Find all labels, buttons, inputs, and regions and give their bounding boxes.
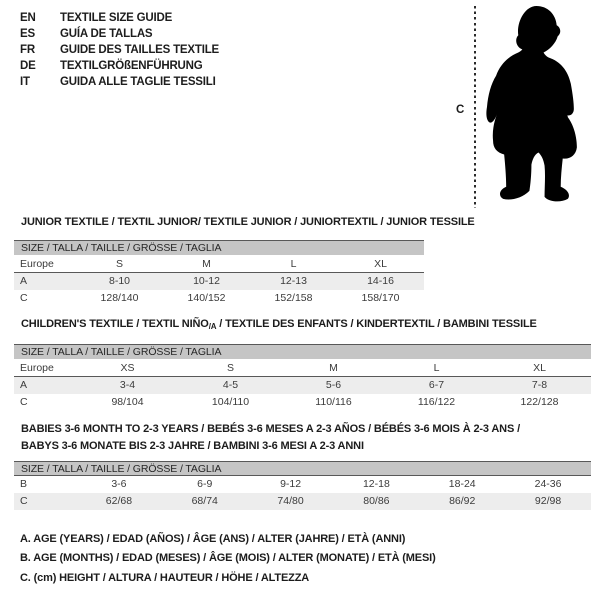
title-subscript: /A [208,322,217,331]
footnote-c: C. (cm) HEIGHT / ALTURA / HAUTEUR / HÖHE / ALTEZZA [20,571,310,584]
junior-row-age [14,273,424,290]
height-measure-dashed-line [474,6,476,208]
table-cell: 74/80 [277,495,304,507]
footnote-b: B. AGE (MONTHS) / EDAD (MESES) / ÂGE (MOIS) / ALTER (MONATE) / ETÀ (MESI) [20,552,436,565]
table-cell: 62/68 [105,495,133,507]
table-cell: 7-8 [531,379,548,391]
table-cell: 10-12 [193,275,220,287]
column-header: S [226,362,234,374]
table-cell: 6-7 [428,379,445,391]
junior-table [14,240,424,307]
column-header: S [115,258,123,270]
table-cell: 68/74 [191,495,218,507]
title-part: / TEXTILE DES ENFANTS / KINDERTEXTIL / BAMBINI TESSILE [216,318,537,330]
lang-code: FR [20,44,35,56]
children-row-height [14,394,591,411]
table-cell: 122/128 [520,396,559,408]
children-section-title [21,318,537,331]
lang-code: EN [20,12,36,24]
lang-row-en [20,10,219,26]
lang-row-fr [20,42,219,58]
column-header: L [290,258,297,270]
table-cell: 9-12 [280,478,302,490]
table-cell: 12-18 [362,478,390,490]
table-cell: 98/104 [111,396,144,408]
row-label: B [20,478,28,490]
babies-row-age [14,476,591,493]
table-cell: 110/116 [315,396,352,408]
lang-code: DE [20,60,36,72]
table-cell: 116/122 [417,396,456,408]
column-header: XL [374,258,387,270]
table-cell: 152/158 [274,292,313,304]
table-cell: 3-6 [111,478,127,490]
column-header: L [433,362,440,374]
column-header: M [202,258,211,270]
table-cell: 80/86 [363,495,390,507]
column-header: XL [533,362,546,374]
column-header: XS [120,362,135,374]
table-cell: 14-16 [367,275,394,287]
table-cell: 3-4 [119,379,136,391]
table-cell: 92/98 [534,495,562,507]
children-columns-row [14,359,591,377]
lang-label: GUÍA DE TALLAS [60,28,153,40]
children-row-age [14,377,591,394]
footnotes [20,530,436,588]
table-cell: 6-9 [197,478,213,490]
column-header: Europe [20,258,54,270]
toddler-silhouette-icon [483,4,595,206]
column-header: Europe [20,362,54,374]
table-cell: 4-5 [222,379,239,391]
lang-label: GUIDA ALLE TAGLIE TESSILI [60,76,216,88]
row-label: A [20,379,28,391]
row-label: A [20,275,28,287]
table-cell: 12-13 [280,275,307,287]
table-cell: 86/92 [449,495,476,507]
lang-row-de [20,58,219,74]
junior-section-title: JUNIOR TEXTILE / TEXTIL JUNIOR/ TEXTILE JUNIOR / JUNIORTEXTIL / JUNIOR TESSILE [21,216,475,228]
children-table [14,344,591,411]
table-cell: 24-36 [534,478,562,490]
table-cell: 5-6 [325,379,342,391]
table-cell: 128/140 [100,292,139,304]
babies-row-height [14,493,591,510]
babies-table-size-header: SIZE / TALLA / TAILLE / GRÖSSE / TAGLIA [14,462,591,476]
language-list [20,10,219,90]
junior-table-size-header: SIZE / TALLA / TAILLE / GRÖSSE / TAGLIA [14,241,424,255]
babies-table [14,461,591,510]
title-part: CHILDREN'S TEXTILE / TEXTIL NIÑO [21,318,209,330]
table-cell: 18-24 [448,478,476,490]
lang-row-it [20,74,219,90]
row-label: C [20,292,28,304]
junior-columns-row [14,255,424,273]
table-cell: 158/170 [361,292,400,304]
babies-section-title-line2: BABYS 3-6 MONATE BIS 2-3 JAHRE / BAMBINI 3-6 MESI A 2-3 ANNI [21,440,364,452]
lang-code: IT [20,76,30,88]
lang-row-es [20,26,219,42]
lang-label: GUIDE DES TAILLES TEXTILE [60,44,219,56]
height-measure-label: C [456,104,465,116]
figure-area [452,4,598,214]
lang-label: TEXTILGRÖßENFÜHRUNG [60,60,203,72]
lang-code: ES [20,28,35,40]
table-cell: 104/110 [211,396,250,408]
junior-row-height [14,290,424,307]
column-header: M [329,362,338,374]
lang-label: TEXTILE SIZE GUIDE [60,12,173,24]
table-cell: 8-10 [108,275,130,287]
row-label: C [20,495,28,507]
footnote-a: A. AGE (YEARS) / EDAD (AÑOS) / ÂGE (ANS) / ALTER (JAHRE) / ETÀ (ANNI) [20,533,406,545]
table-cell: 140/152 [187,292,226,304]
children-table-size-header: SIZE / TALLA / TAILLE / GRÖSSE / TAGLIA [14,345,591,359]
babies-section-title-line1: BABIES 3-6 MONTH TO 2-3 YEARS / BEBÉS 3-6 MESES A 2-3 AÑOS / BÉBÉS 3-6 MOIS À 2-3 ANS / [21,423,520,435]
row-label: C [20,396,28,408]
